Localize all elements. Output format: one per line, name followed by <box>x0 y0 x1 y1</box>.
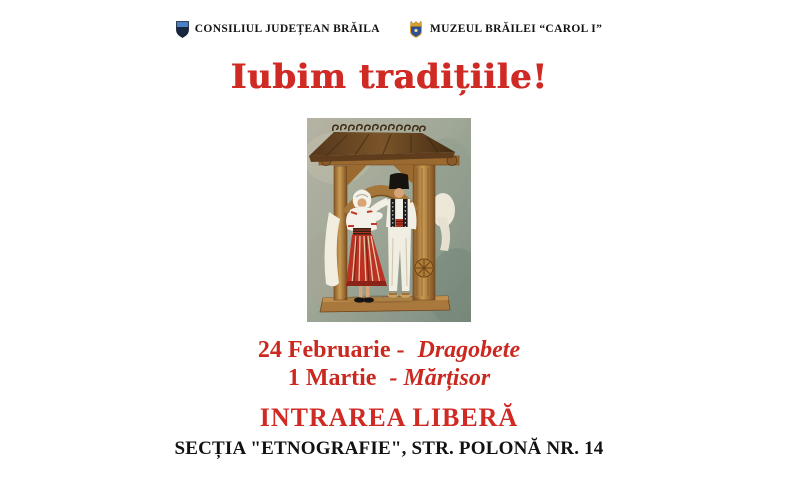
event-date: 24 Februarie - <box>257 337 405 363</box>
poster-title: Iubim tradițiile! <box>230 57 548 97</box>
event-date: 1 Martie <box>287 365 377 391</box>
event-name: Dragobete <box>417 337 521 363</box>
shield-icon <box>176 21 189 38</box>
org-consiliul-judetean <box>176 21 380 38</box>
admission-note: INTRAREA LIBERĂ <box>259 403 519 432</box>
address-line: SECȚIA "ETNOGRAFIE", STR. POLONĂ NR. 14 <box>174 438 604 459</box>
event-name: - Mărțisor <box>389 365 491 391</box>
org-muzeul-brailei <box>408 20 602 38</box>
event-line-dragobete <box>0 336 789 364</box>
event-dates <box>0 336 789 392</box>
crest-icon <box>408 20 424 38</box>
event-line-martisor <box>0 364 789 392</box>
traditional-costumes-photo <box>307 118 471 322</box>
header <box>0 20 789 38</box>
org-label: CONSILIUL JUDEȚEAN BRĂILA <box>194 23 380 35</box>
org-label: MUZEUL BRĂILEI “CAROL I” <box>429 23 603 35</box>
